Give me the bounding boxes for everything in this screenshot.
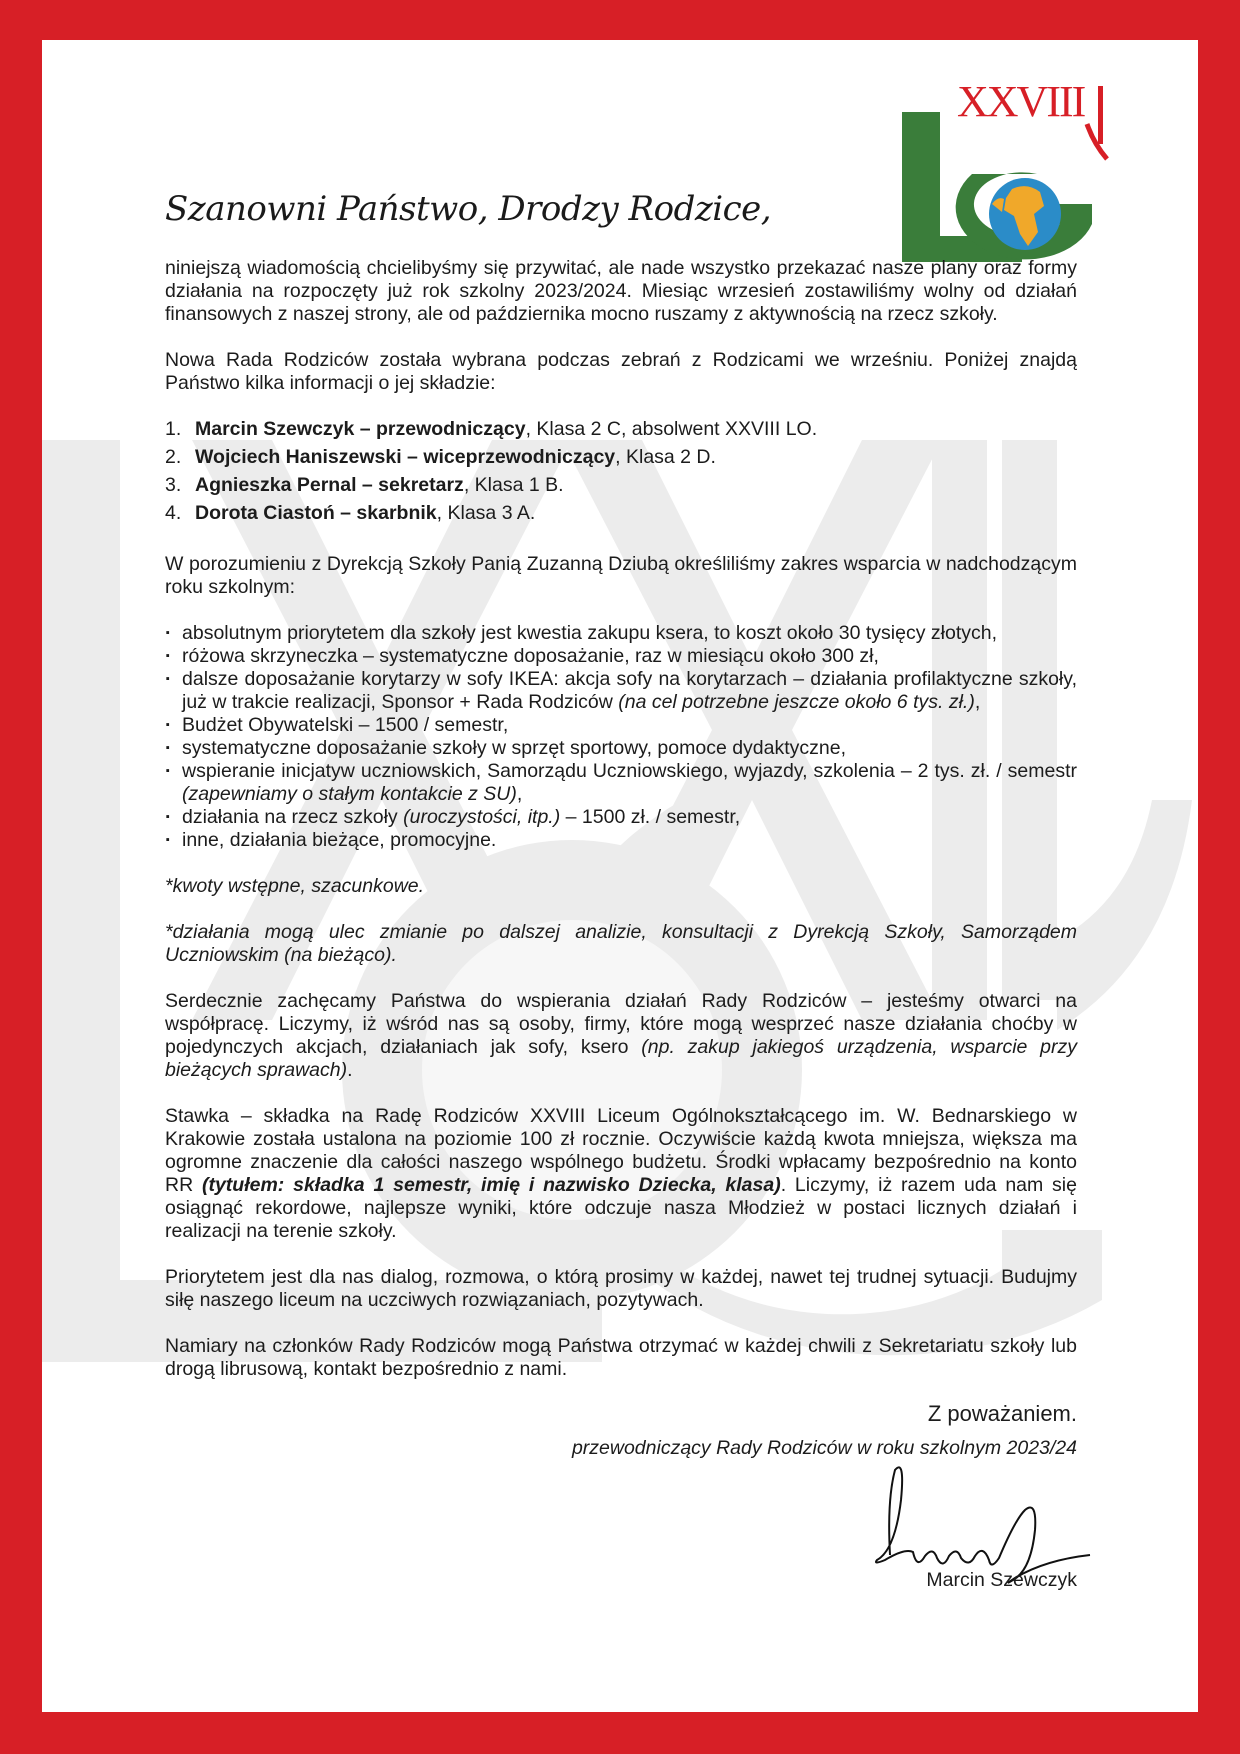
signer-name: Marcin Szewczyk <box>926 1569 1077 1591</box>
list-item: 4. Dorota Ciastoń – skarbnik, Klasa 3 A. <box>165 502 536 524</box>
council-intro: Nowa Rada Rodziców została wybrana podczas zebrań z Rodzicami we wrześniu. Poniżej znajdą Państwo kilka informacji o jej składzie: <box>165 349 1077 394</box>
intro-paragraph: niniejszą wiadomością chcielibyśmy się przywitać, ale nade wszystko przekazać nasze plany oraz formy działania na rozpoczęty już rok szkolny 2023/2024. Miesiąc wrzesień zostawiliśmy wolny od działań finansowych z naszej strony, ale od października mocno ruszamy z aktywnością na rzecz szkoły. <box>165 257 1077 325</box>
letter-body <box>165 185 1077 1600</box>
list-item: · systematyczne doposażanie szkoły w sprzęt sportowy, pomoce dydaktyczne, <box>165 737 1077 760</box>
council-members-list <box>165 418 1077 525</box>
logo-roman-numerals: XXVIII <box>957 77 1085 126</box>
dialog-paragraph: Priorytetem jest dla nas dialog, rozmowa, o którą prosimy w każdej, nawet tej trudnej sytuacji. Budujmy siłę naszego liceum na uczciwych rozwiązaniach, pozytywach. <box>165 1266 1077 1311</box>
greeting: Szanowni Państwo, Drodzy Rodzice, <box>165 189 772 229</box>
support-intro: W porozumieniu z Dyrekcją Szkoły Panią Zuzanną Dziubą określiliśmy zakres wsparcia w nadchodzącym roku szkolnym: <box>165 553 1077 598</box>
list-item: · działania na rzecz szkoły (uroczystości, itp.) – 1500 zł. / semestr, <box>165 806 1077 829</box>
fee-paragraph: Stawka – składka na Radę Rodziców XXVIII Liceum Ogólnokształcącego im. W. Bednarskiego w Krakowie została ustalona na poziomie 100 zł rocznie. Oczywiście każdą kwota mniejsza, większa ma ogromne znaczenie dla całości naszego wspólnego budżetu. Środki wpłacamy bezpośrednio na konto RR (tytułem: składka 1 semestr, imię i nazwisko Dziecka, klasa). Liczymy, iż razem uda nam się osiągnąć rekordowe, najlepsze wyniki, które odczuje nasza Młodzież w postaci licznych działań i realizacji na terenie szkoły. <box>165 1105 1077 1242</box>
note-changes: *działania mogą ulec zmianie po dalszej analizie, konsultacji z Dyrekcją Szkoły, Samorządem Uczniowskim (na bieżąco). <box>165 921 1077 966</box>
closing-regards: Z poważaniem. <box>927 1401 1077 1426</box>
list-item: 2. Wojciech Haniszewski – wiceprzewodniczący, Klasa 2 D. <box>165 446 716 468</box>
list-item: · Budżet Obywatelski – 1500 / semestr, <box>165 714 1077 737</box>
contact-paragraph: Namiary na członków Rady Rodziców mogą Państwa otrzymać w każdej chwili z Sekretariatu szkoły lub drogą librusową, kontakt bezpośrednio z nami. <box>165 1335 1077 1380</box>
support-list <box>165 622 1077 852</box>
list-item: 1. Marcin Szewczyk – przewodniczący, Klasa 2 C, absolwent XXVIII LO. <box>165 418 818 440</box>
note-estimates: *kwoty wstępne, szacunkowe. <box>165 875 425 897</box>
list-item: · absolutnym priorytetem dla szkoły jest kwestia zakupu ksera, to koszt około 30 tysięcy złotych, <box>165 622 1077 645</box>
signer-role: przewodniczący Rady Rodziców w roku szkolnym 2023/24 <box>571 1437 1077 1459</box>
encourage-paragraph: Serdecznie zachęcamy Państwa do wspierania działań Rady Rodziców – jesteśmy otwarci na współpracę. Liczymy, iż wśród nas są osoby, firmy, które mogą wesprzeć nasze działania choćby w pojedynczych akcjach, działaniach jak sofy, ksero (np. zakup jakiegoś urządzenia, wsparcie przy bieżących sprawach). <box>165 990 1077 1081</box>
list-item: 3. Agnieszka Pernal – sekretarz, Klasa 1 B. <box>165 474 564 496</box>
signature-block <box>165 1460 1077 1600</box>
list-item: · inne, działania bieżące, promocyjne. <box>165 829 1077 852</box>
list-item: · różowa skrzyneczka – systematyczne doposażanie, raz w miesiącu około 300 zł, <box>165 645 1077 668</box>
list-item: · wspieranie inicjatyw uczniowskich, Samorządu Uczniowskiego, wyjazdy, szkolenia – 2 tys. zł. / semestr (zapewniamy o stałym kontakcie z SU), <box>165 760 1077 806</box>
letter-page <box>42 40 1198 1712</box>
list-item: · dalsze doposażanie korytarzy w sofy IKEA: akcja sofy na korytarzach – działania profilaktyczne szkoły, już w trakcie realizacji, Sponsor + Rada Rodziców (na cel potrzebne jeszcze około 6 tys. zł.), <box>165 668 1077 714</box>
